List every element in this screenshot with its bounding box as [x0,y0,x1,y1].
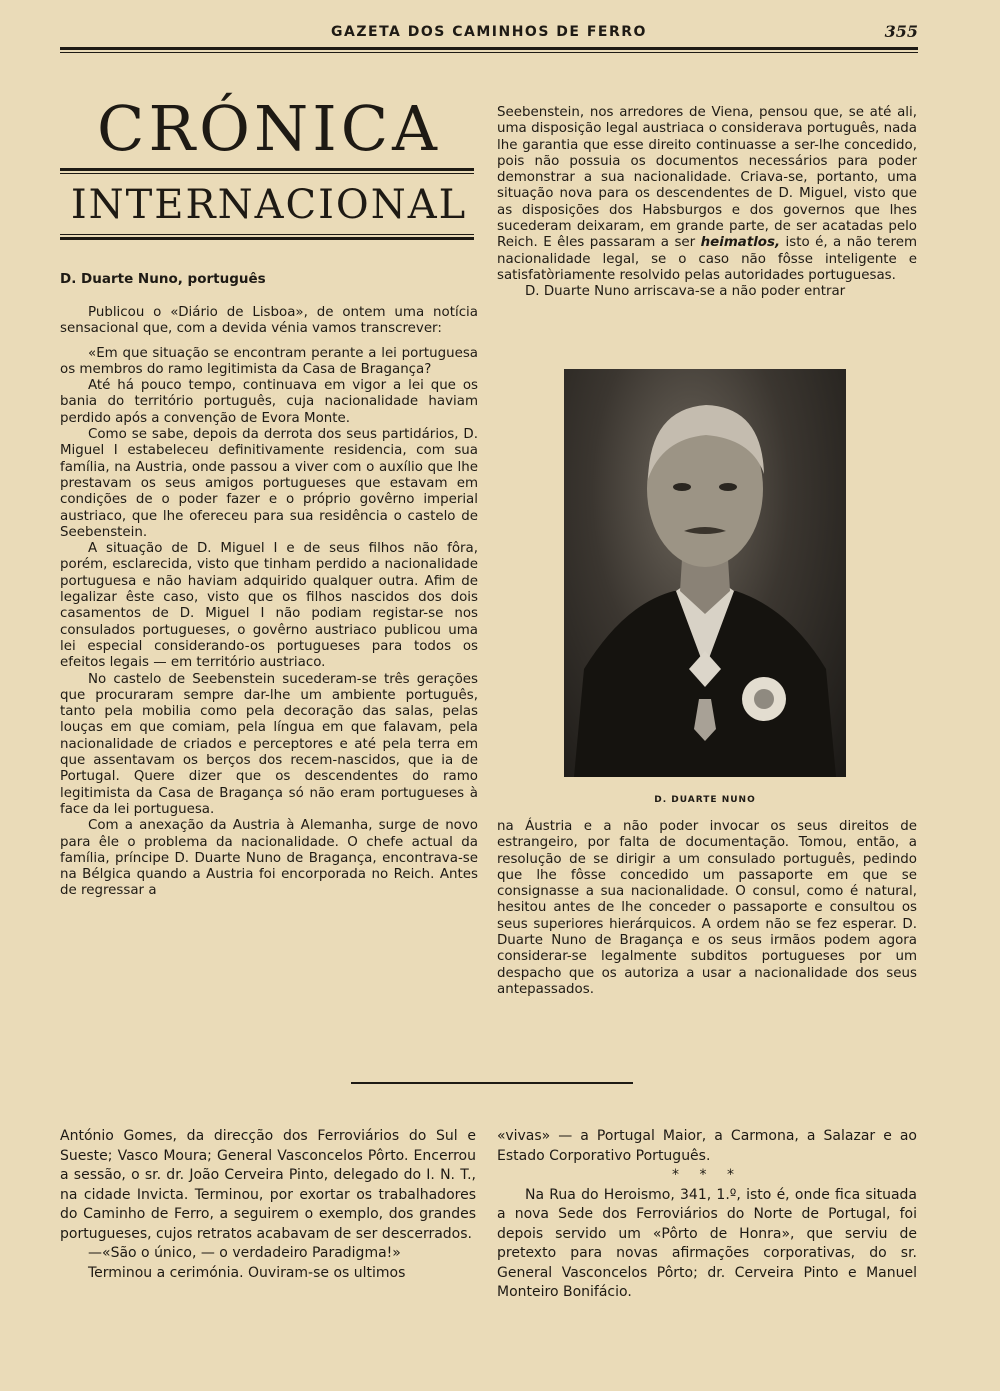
paragraph: Até há pouco tempo, continuava em vigor a lei que os bania do território português, cuja nacionalidade haviam perdido após a convenção de Evora Monte. [60,378,478,426]
paragraph: —«São o único, — o verdadeiro Paradigma!» [88,1245,401,1261]
paragraph: A situação de D. Miguel I e de seus filhos não fôra, porém, esclarecida, visto que tinham perdido a nacionalidade portuguesa e não haviam adquirido qualquer outra. Afim de legalizar êste caso, visto que os filhos nascidos dos dois casamentos de D. Miguel I não podiam registar-se nos consulados portugueses, o govêrno austriaco publicou uma lei especial considerando-os portugueses para todos os efeitos legais — em território austriaco. [60,541,478,671]
publication-title: GAZETA DOS CAMINHOS DE FERRO [331,24,647,40]
article-title: CRÓNICA [97,92,441,165]
article-column-2-top [497,105,917,301]
article-column-2-bottom [497,819,917,998]
paragraph: Terminou a cerimónia. Ouviram-se os ultimos [88,1264,406,1281]
header-rule [60,47,918,53]
section-heading: D. Duarte Nuno, português [60,271,266,287]
title-rule-top [60,168,474,174]
section-separator [351,1082,633,1084]
running-header [60,22,918,46]
article-column-1 [60,305,478,900]
title-rule-bottom [60,234,474,240]
italic-term: heimatlos, [700,235,781,251]
paragraph: Publicou o «Diário de Lisboa», de ontem uma notícia sensacional que, com a devida vénia vamos transcrever: [60,305,478,337]
article-subtitle: INTERNACIONAL [70,182,468,228]
paragraph: Com a anexação da Austria à Alemanha, surge de novo para êle o problema da nacionalidade. O chefe actual da família, príncipe D. Duarte Nuno de Bragança, encontrava-se na Bélgica quando a Austria foi encorporada no Reich. Antes de regressar a [60,818,478,899]
paragraph: António Gomes, da direcção dos Ferroviários do Sul e Sueste; Vasco Moura; General Vasconcelos Pôrto. Encerrou a sessão, o sr. dr. João Cerveira Pinto, delegado do I. N. T., na cidade Invicta. Terminou, por exortar os trabalhadores do Caminho de Ferro, a seguirem o exemplo, dos grandes portugueses, cujos retratos acabavam de ser descerrados. [60,1128,476,1242]
portrait-photo [564,369,846,777]
photo-caption: D. DUARTE NUNO [654,795,756,805]
paragraph: No castelo de Seebenstein sucederam-se três gerações que procuraram sempre dar-lhe um ambiente português, tanto pela mobilia como pela decoração das salas, pelas louças em que comiam, pela língua em que falavam, pela nacionalidade de criados e perceptores e até pela terra em que assentavam os berços dos recem-nascidos, que ia de Portugal. Quere dizer que os descendentes do ramo legitimista da Casa de Bragança só não eram portugueses à face da lei portuguesa. [60,671,478,817]
section-stars: * * * [672,1167,742,1183]
portrait-illustration [564,369,846,777]
lower-column-1 [60,1127,476,1283]
paragraph-text: isto é, a não terem nacionalidade legal, se o caso não fôsse inteligente e satisfatòriamente resolvido pelas autoridades portuguesas. [497,235,918,283]
paragraph: «Em que situação se encontram perante a lei portuguesa os membros do ramo legitimista da Casa de Bragança? [60,345,478,377]
paragraph: na Áustria e a não poder invocar os seus direitos de estrangeiro, por falta de documentação. Tomou, então, a resolução de se dirigir a um consulado português, pedindo que lhe fôsse concedido um passaporte em que se consignasse a sua nacionalidade. O consul, como é natural, hesitou antes de lhe conceder o passaporte e consultou os seus superiores hierárquicos. A ordem não se fez esperar. D. Duarte Nuno de Bragança e os seus irmãos podem agora considerar-se legalmente subditos portugueses por um despacho que os autoriza a usar a nacionalidade dos seus antepassados. [497,819,917,997]
paragraph: «vivas» — a Portugal Maior, a Carmona, a Salazar e ao Estado Corporativo Português. [497,1128,917,1164]
paragraph [497,105,917,284]
page-number: 355 [884,22,918,41]
paragraph: Como se sabe, depois da derrota dos seus partidários, D. Miguel I estabeleceu definitivamente residencia, com sua família, na Austria, onde passou a viver com o auxílio que lhe prestavam os seus amigos portugueses que estavam em condições de o poder fazer e o próprio govêrno imperial austriaco, que lhe ofereceu para sua residência o castelo de Seebenstein. [60,427,478,540]
paragraph: Na Rua do Heroismo, 341, 1.º, isto é, onde fica situada a nova Sede dos Ferroviários do Norte de Portugal, foi depois servido um «Pôrto de Honra», que serviu de pretexto para novas afirmações corporativas, do sr. General Vasconcelos Pôrto; dr. Cerveira Pinto e Manuel Monteiro Bonifácio. [497,1186,917,1300]
paragraph: D. Duarte Nuno arriscava-se a não poder entrar [525,284,846,300]
lower-column-2 [497,1127,917,1303]
paragraph-text: Seebenstein, nos arredores de Viena, pensou que, se até ali, uma disposição legal austriaca o considerava português, nada lhe garantia que esse direito continuasse a ser-lhe concedido, pois não possuia os documentos necessários para poder demonstrar a sua nacionalidade. Criava-se, portanto, uma situação nova para os descendentes de D. Miguel, visto que as disposições dos Habsburgos e dos governos que lhes sucederam deixaram, em grande parte, de ser acatadas pelo Reich. E êles passaram a ser [497,105,917,251]
